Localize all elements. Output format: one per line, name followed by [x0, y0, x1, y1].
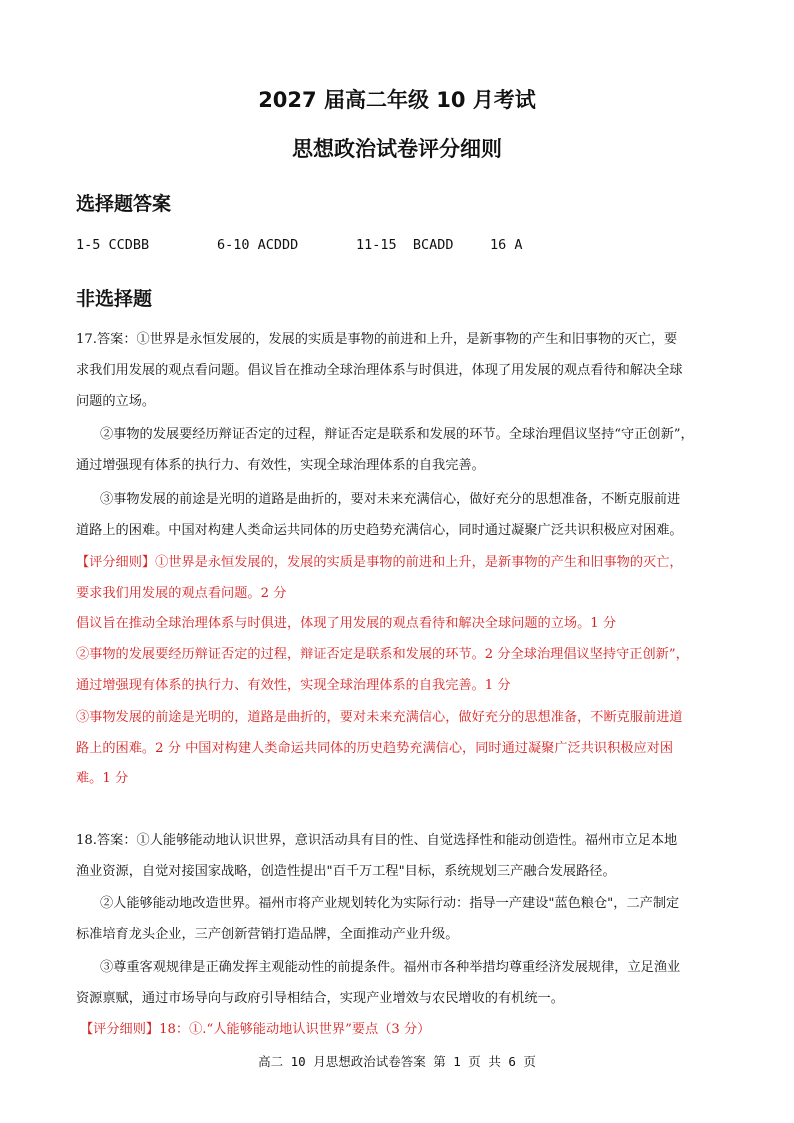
answer-group: 1-5 CCDBB [76, 237, 150, 253]
exam-title: 2027 届高二年级 10 月考试 [258, 88, 536, 112]
choice-section-heading: 选择题答案 [76, 193, 172, 215]
q18-answer-line: ②人能够能动地改造世界。福州市将产业规划转化为实际行动：指导一产建设"蓝色粮仓"，二产制定 [100, 896, 680, 911]
q17-answer-line: 求我们用发展的观点看问题。倡议旨在推动全球治理体系与时俱进，体现了用发展的观点看待和解决全球 [76, 363, 683, 378]
q17-rubric-line: 难。1 分 [76, 771, 129, 786]
q17-rubric-line: 要求我们用发展的观点看问题。2 分 [76, 586, 287, 601]
q18-rubric-line: 【评分细则】18：①.“人能够能动地认识世界”要点（3 分） [80, 1022, 431, 1037]
q17-rubric-line: 【评分细则】①世界是永恒发展的，发展的实质是事物的前进和上升，是新事物的产生和旧事物的灭亡， [76, 555, 683, 570]
q17-answer-line: 17.答案：①世界是永恒发展的，发展的实质是事物的前进和上升，是新事物的产生和旧事物的灭亡，要 [76, 332, 678, 347]
choice-answers-row [76, 237, 726, 255]
q17-answer-line: ③事物发展的前途是光明的道路是曲折的，要对未来充满信心，做好充分的思想准备，不断克服前进 [100, 492, 681, 507]
q17-rubric-line: ③事物发展的前途是光明的，道路是曲折的，要对未来充满信心，做好充分的思想准备，不断克服前进道 [76, 710, 683, 725]
answer-group: 11-15 BCADD [356, 237, 454, 253]
q18-answer-line: 18.答案：①人能够能动地认识世界，意识活动具有目的性、自觉选择性和能动创造性。福州市立足本地 [76, 833, 678, 848]
exam-subtitle: 思想政治试卷评分细则 [292, 137, 502, 161]
q18-answer-line: 标准培育龙头企业，三产创新营销打造品牌，全面推动产业升级。 [76, 927, 459, 942]
q18-answer-line: ③尊重客观规律是正确发挥主观能动性的前提条件。福州市各种举措均尊重经济发展规律，立足渔业 [100, 960, 681, 975]
answer-group: 6-10 ACDDD [217, 237, 299, 253]
answer-group: 16 A [490, 237, 523, 253]
page-footer: 高二 10 月思想政治试卷答案 第 1 页 共 6 页 [258, 1054, 536, 1069]
q17-answer-line: 道路上的困难。中国对构建人类命运共同体的历史趋势充满信心，同时通过凝聚广泛共识积极应对困难。 [76, 523, 683, 538]
q18-answer-line: 资源禀赋，通过市场导向与政府引导相结合，实现产业增效与农民增收的有机统一。 [76, 991, 564, 1006]
nonchoice-section-heading: 非选择题 [76, 288, 153, 310]
q17-rubric-line: 倡议旨在推动全球治理体系与时俱进，体现了用发展的观点看待和解决全球问题的立场。1 分 [76, 616, 617, 631]
q18-answer-line: 渔业资源，自觉对接国家战略，创造性提出"百千万工程"目标，系统规划三产融合发展路径。 [76, 864, 616, 879]
q17-rubric-line: 通过增强现有体系的执行力、有效性，实现全球治理体系的自我完善。1 分 [76, 678, 511, 693]
q17-answer-line: 问题的立场。 [76, 394, 156, 409]
q17-rubric-line: ②事物的发展要经历辩证否定的过程，辩证否定是联系和发展的环节。2 分全球治理倡议坚持守正创新”， [76, 647, 689, 662]
q17-rubric-line: 路上的困难。2 分 中国对构建人类命运共同体的历史趋势充满信心，同时通过凝聚广泛共识积极应对困 [76, 741, 674, 756]
q17-answer-line: 通过增强现有体系的执行力、有效性，实现全球治理体系的自我完善。 [76, 458, 485, 473]
q17-answer-line: ②事物的发展要经历辩证否定的过程，辩证否定是联系和发展的环节。全球治理倡议坚持“守正创新”， [100, 427, 694, 442]
